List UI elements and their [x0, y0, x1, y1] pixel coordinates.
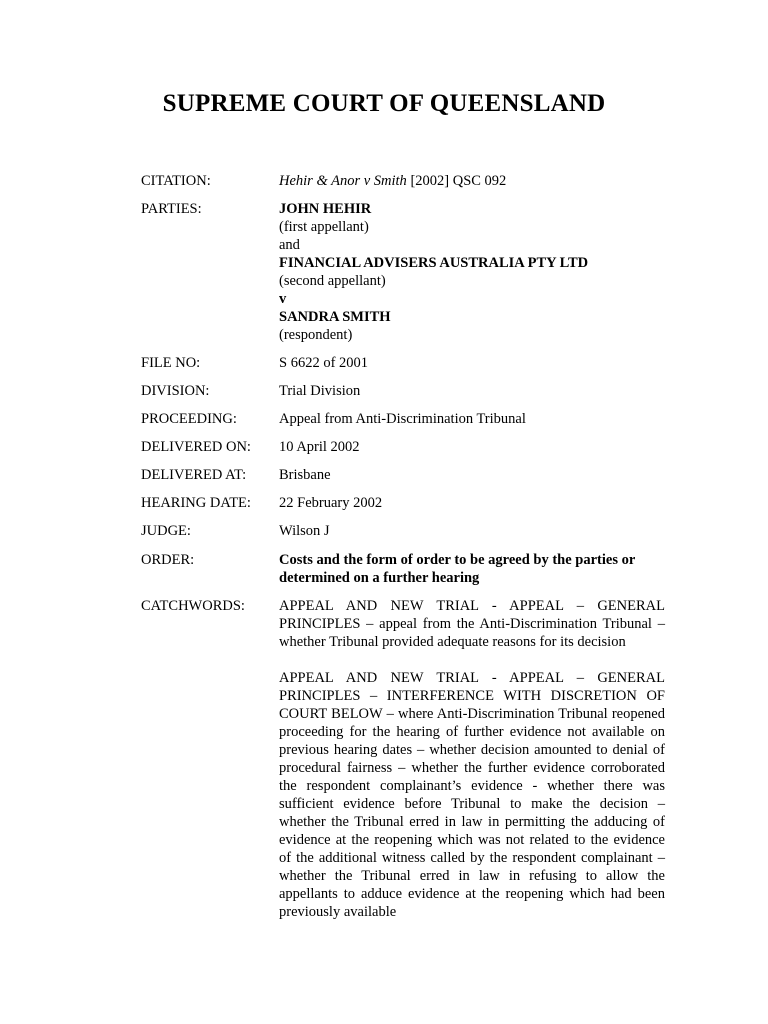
second-appellant-role: (second appellant) [279, 273, 386, 289]
hearing-date-label: HEARING DATE: [141, 495, 251, 511]
catchwords-value [279, 597, 665, 921]
hearing-date-value: 22 February 2002 [279, 495, 383, 511]
first-appellant-name: JOHN HEHIR [279, 201, 372, 217]
citation-value [279, 172, 665, 190]
versus-text: v [279, 291, 287, 307]
respondent-role: (respondent) [279, 327, 353, 343]
citation-label: CITATION: [141, 173, 211, 189]
catchwords-paragraph-2: APPEAL AND NEW TRIAL - APPEAL – GENERAL PRINCIPLES – INTERFERENCE WITH DISCRETION OF COURT BELOW – where Anti-Discrimination Tribunal reopened proceeding for the hearing of further evidence not available on previous hearing dates – whether decision amounted to denial of procedural fairness – whether the further evidence corroborated the respondent complainant’s evidence - whether there was sufficient evidence before Tribunal to make the decision – whether the Tribunal erred in law in permitting the adducing of evidence at the reopening which was not related to the evidence of the additional witness called by the respondent complainant – whether the Tribunal erred in law in refusing to allow the appellants to adduce evidence at the reopening which had been previously available [279, 670, 665, 920]
delivered-at-label: DELIVERED AT: [141, 467, 247, 483]
parties-value [279, 200, 665, 344]
catchwords-paragraph-1: APPEAL AND NEW TRIAL - APPEAL – GENERAL PRINCIPLES – appeal from the Anti-Discrimination Tribunal – whether Tribunal provided adequate reasons for its decision [279, 598, 665, 650]
and-text: and [279, 237, 300, 253]
judge-label: JUDGE: [141, 523, 191, 539]
order-value: Costs and the form of order to be agreed by the parties or determined on a further hearing [279, 552, 636, 586]
proceeding-label: PROCEEDING: [141, 411, 237, 427]
proceeding-value: Appeal from Anti-Discrimination Tribunal [279, 411, 526, 427]
respondent-name: SANDRA SMITH [279, 309, 391, 325]
division-label: DIVISION: [141, 383, 210, 399]
division-value: Trial Division [279, 383, 361, 399]
first-appellant-role: (first appellant) [279, 219, 369, 235]
file-no-label: FILE NO: [141, 355, 201, 371]
delivered-at-value: Brisbane [279, 467, 331, 483]
catchwords-label: CATCHWORDS: [141, 598, 245, 614]
citation-reference: [2002] QSC 092 [406, 173, 507, 189]
delivered-on-label: DELIVERED ON: [141, 439, 251, 455]
delivered-on-value: 10 April 2002 [279, 439, 360, 455]
judge-value: Wilson J [279, 523, 330, 539]
order-label: ORDER: [141, 552, 195, 568]
page-title: SUPREME COURT OF QUEENSLAND [162, 90, 606, 117]
parties-label: PARTIES: [141, 201, 202, 217]
file-no-value: S 6622 of 2001 [279, 355, 369, 371]
case-name: Hehir & Anor v Smith [279, 173, 407, 189]
second-appellant-name: FINANCIAL ADVISERS AUSTRALIA PTY LTD [279, 255, 589, 271]
